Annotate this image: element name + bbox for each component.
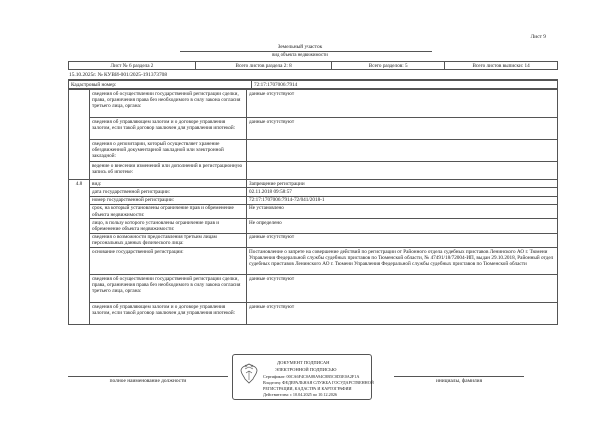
sheet-number: Лист 9 <box>530 34 546 40</box>
object-subtitle: вид объекта недвижимости <box>272 53 328 58</box>
row-value: 02.11.2018 09:58:57 <box>247 188 558 196</box>
row-label: сведения об осуществлении государственной регистрации сделки, права, ограничения права без необходимого в силу закона согласия третьего лица, органа: <box>90 90 247 118</box>
row-label: ведение о внесении изменений или дополнений в регистрационную запись об ипотеке: <box>90 162 247 180</box>
row-value: 72:17:1707006:7914-72/041/2018-1 <box>247 196 558 204</box>
row-value: данные отсутствуют <box>247 302 558 324</box>
summary-total-sections: Всего разделов: 5 <box>332 62 445 70</box>
row-label: сведения о возможности предоставления третьим лицам персональных данных физического лица: <box>90 233 247 247</box>
signature-owner: Владелец: ФЕДЕРАЛЬНАЯ СЛУЖБА ГОСУДАРСТВЕННОЙ <box>263 380 374 385</box>
row-label: лицо, в пользу которого установлены ограничение прав и обременение объекта недвижимости: <box>90 219 247 233</box>
cadastral-value: 72:17:1707006:7914 <box>252 81 558 89</box>
section-number: 4.8 <box>69 180 90 325</box>
summary-table <box>68 61 558 70</box>
row-value: Не определено <box>247 219 558 233</box>
row-value <box>247 162 558 180</box>
row-value: Запрещение регистрации <box>247 180 558 188</box>
row-label: номер государственной регистрации: <box>90 196 247 204</box>
summary-total-sheets-section: Всего листов раздела 2: 8 <box>195 62 331 70</box>
row-value: данные отсутствуют <box>247 90 558 118</box>
row-label: основание государственной регистрации: <box>90 247 247 274</box>
electronic-signature-stamp <box>232 354 372 400</box>
summary-total-sheets-extract: Всего листов выписки: 14 <box>445 62 558 70</box>
signature-certificate: Сертификат: 00CA6F4C0A88A94C8B5C0D3E0A2F1A <box>263 374 360 379</box>
signature-validity: Действителен: с 10.04.2025 по 10.12.2026 <box>263 392 338 397</box>
object-title: Земельный участок <box>277 44 323 50</box>
extract-date-number: 15.10.2025г. № КУВИ-001/2025-191373708 <box>69 72 168 78</box>
signature-owner-2: РЕГИСТРАЦИИ, КАДАСТРА И КАРТОГРАФИИ <box>263 386 352 391</box>
row-value: данные отсутствуют <box>247 274 558 302</box>
cadastral-table <box>68 80 558 89</box>
summary-sheet-section: Лист № 6 раздела 2 <box>69 62 196 70</box>
row-label: вид: <box>90 180 247 188</box>
row-value: данные отсутствуют <box>247 233 558 247</box>
row-label: срок, на который установлены ограничение прав и обременение объекта недвижимости: <box>90 204 247 218</box>
row-value: данные отсутствуют <box>247 118 558 140</box>
row-label: сведения о депозитарии, который осуществляет хранение обездвиженной документарной закладной или электронной закладной: <box>90 140 247 162</box>
row-label: сведения об осуществлении государственной регистрации сделки, права, ограничения права без необходимого в силу закона согласия третьего лица, органа: <box>90 274 247 302</box>
row-label: сведения об управляющем залогом и о договоре управления залогом, если такой договор заключен для управления ипотекой: <box>90 302 247 324</box>
row-label: дата государственной регистрации: <box>90 188 247 196</box>
footer-name-label: инициалы, фамилия <box>435 378 483 384</box>
coat-of-arms-icon <box>237 361 261 387</box>
cadastral-label: Кадастровый номер: <box>69 81 252 89</box>
row-value: Постановление о запрете на совершение действий по регистрации от Районного отдела судебных приставов Ленинского АО г. Тюмени Управления Федеральной службы судебных приставов по Тюменской области, № 47491/18/72004-ИП, выдан 29.10.2018, Районный отдел судебных приставов Ленинского АО г. Тюмени Управления Федеральной службы судебных приставов по Тюменской области <box>247 247 558 274</box>
row-value <box>247 140 558 162</box>
footer-position-label: полное наименование должности <box>109 378 187 384</box>
row-label: сведения об управляющем залогом и о договоре управления залогом, если такой договор заключен для управления ипотекой: <box>90 118 247 140</box>
prev-section-number <box>69 90 90 180</box>
signature-subtitle: ЭЛЕКТРОННОЙ ПОДПИСЬЮ <box>275 367 337 372</box>
row-value: Не установлено <box>247 204 558 218</box>
encumbrance-table <box>68 89 558 325</box>
signature-title: ДОКУМЕНТ ПОДПИСАН <box>277 360 330 365</box>
